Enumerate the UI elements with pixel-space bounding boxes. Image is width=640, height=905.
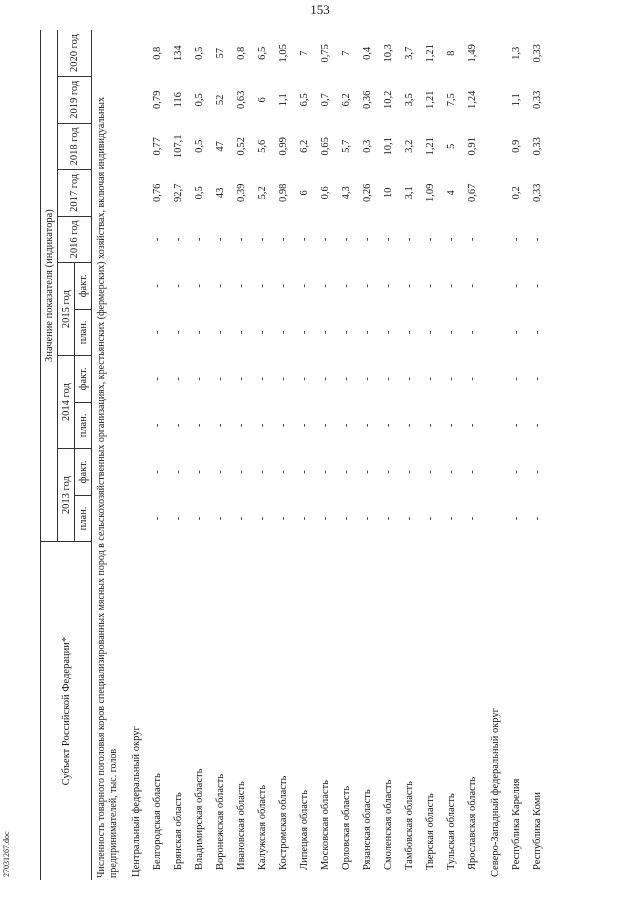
value-cell: - (194, 284, 205, 288)
value-cell: - (425, 470, 436, 474)
value-cell: 4 (446, 190, 457, 196)
value-cell: - (173, 516, 184, 521)
value-cell: 8 (446, 50, 457, 56)
value-cell: 10,3 (383, 44, 394, 63)
value-cell: 134 (173, 45, 184, 62)
value-cell: - (446, 423, 457, 428)
value-cell: - (425, 516, 436, 521)
value-cell: 1,49 (467, 44, 478, 63)
value-cell: - (404, 377, 415, 381)
value-cell: 0,9 (511, 139, 522, 153)
value-cell: - (404, 330, 415, 335)
value-cell: - (404, 423, 415, 428)
value-cell: - (215, 516, 226, 521)
value-cell: - (299, 423, 310, 428)
value-cell: - (152, 423, 163, 428)
region-name: Воронежская область (215, 773, 226, 870)
value-cell: - (425, 330, 436, 335)
district-row (124, 30, 147, 880)
value-cell: - (341, 516, 352, 521)
fact-header: факт. (75, 449, 92, 496)
table-row (147, 30, 168, 880)
value-cell: - (341, 284, 352, 288)
value-cell: 6,5 (299, 93, 310, 107)
value-cell: - (278, 284, 289, 288)
value-cell: 107,1 (173, 134, 184, 159)
value-cell: - (425, 284, 436, 288)
value-cell: 0,79 (152, 90, 163, 109)
value-cell: - (236, 423, 247, 428)
region-name: Белгородская область (152, 773, 163, 870)
value-cell: - (152, 377, 163, 381)
value-cell: - (425, 237, 436, 242)
table-body (92, 30, 549, 880)
value-cell: 3,7 (404, 46, 415, 60)
value-cell: - (257, 284, 268, 288)
value-cell: - (362, 237, 373, 242)
value-cell: 0,98 (278, 183, 289, 203)
value-cell: 52 (215, 94, 226, 106)
value-cell: - (152, 330, 163, 335)
value-cell: - (446, 237, 457, 242)
value-cell: - (446, 284, 457, 288)
value-cell: - (341, 237, 352, 242)
district-name: Центральный федеральный округ (131, 726, 142, 877)
value-cell: - (511, 470, 522, 474)
subject-column-header: Субъект Российской Федерации* (41, 542, 92, 880)
value-cell: - (362, 516, 373, 521)
fact-header: факт. (75, 263, 92, 310)
table-row (336, 30, 357, 880)
value-cell: - (404, 470, 415, 474)
value-cell: - (383, 377, 394, 381)
value-cell: - (341, 330, 352, 335)
value-group-header: Значение показателя (индикатора) (41, 30, 58, 542)
value-cell: - (194, 423, 205, 428)
value-cell: 116 (173, 92, 184, 108)
value-cell: - (236, 237, 247, 242)
value-cell: - (194, 237, 205, 242)
value-cell: - (299, 470, 310, 474)
value-cell: - (215, 377, 226, 381)
value-cell: - (173, 284, 184, 288)
value-cell: - (467, 237, 478, 242)
value-cell: - (383, 330, 394, 335)
region-name: Ивановская область (236, 781, 247, 870)
table-row (462, 30, 483, 880)
value-cell: - (511, 423, 522, 428)
value-cell: 0,5 (194, 186, 205, 200)
value-cell: 0,6 (320, 186, 331, 200)
value-cell: 0,26 (362, 183, 373, 203)
value-cell: 0,67 (467, 183, 478, 203)
value-cell: - (341, 470, 352, 474)
year-header-2013: 2013 год (58, 449, 75, 542)
value-cell: - (532, 330, 543, 335)
footer-document-code: 27031267.doc (2, 831, 11, 877)
value-cell: - (467, 377, 478, 381)
value-cell: 7 (299, 50, 310, 56)
value-cell: 0,8 (236, 46, 247, 60)
value-cell: 6,2 (299, 139, 310, 153)
value-cell: 0,5 (194, 93, 205, 107)
plan-header: план. (75, 402, 92, 449)
indicator-row (92, 30, 125, 880)
value-cell: 0,7 (320, 93, 331, 107)
value-cell: - (236, 330, 247, 335)
value-cell: - (383, 516, 394, 521)
value-cell: 3,1 (404, 186, 415, 200)
value-cell: 43 (215, 187, 226, 199)
value-cell: - (467, 330, 478, 335)
district-row (483, 30, 506, 880)
value-cell: - (341, 377, 352, 381)
value-cell: - (320, 330, 331, 335)
value-cell: - (467, 284, 478, 288)
table-row (420, 30, 441, 880)
value-cell: 10,2 (383, 90, 394, 109)
value-cell: 0,5 (194, 46, 205, 60)
value-cell: - (152, 470, 163, 474)
table-row (506, 30, 527, 880)
value-cell: 0,52 (236, 137, 247, 156)
value-cell: - (152, 237, 163, 242)
plan-header: план. (75, 495, 92, 542)
value-cell: 0,5 (194, 139, 205, 153)
year-header-2016: 2016 год (58, 216, 92, 263)
value-cell: - (532, 284, 543, 288)
value-cell: - (362, 284, 373, 288)
value-cell: - (511, 330, 522, 335)
value-cell: 1,1 (511, 93, 522, 107)
value-cell: 0,3 (362, 139, 373, 153)
value-cell: 10 (383, 187, 394, 199)
value-cell: - (467, 470, 478, 474)
value-cell: - (446, 377, 457, 381)
value-cell: - (215, 423, 226, 428)
value-cell: 6,2 (341, 93, 352, 107)
value-cell: - (404, 237, 415, 242)
value-cell: - (194, 330, 205, 335)
table-row (231, 30, 252, 880)
value-cell: - (511, 284, 522, 288)
value-cell: 47 (215, 141, 226, 152)
region-name: Рязанская область (362, 789, 373, 870)
table-row (378, 30, 399, 880)
table-row (315, 30, 336, 880)
value-cell: - (383, 284, 394, 288)
value-cell: - (467, 516, 478, 521)
region-name: Республика Коми (532, 792, 543, 870)
value-cell: 0,65 (320, 137, 331, 156)
value-cell: - (257, 516, 268, 521)
value-cell: 5 (446, 143, 457, 149)
value-cell: - (383, 423, 394, 428)
page-number: 153 (310, 2, 330, 17)
value-cell: 0,2 (511, 186, 522, 200)
value-cell: 92,7 (173, 183, 184, 203)
value-cell: 1,09 (425, 183, 436, 203)
value-cell: - (532, 423, 543, 428)
value-cell: - (215, 284, 226, 288)
value-cell: 4,3 (341, 186, 352, 200)
table-row (357, 30, 378, 880)
value-cell: 1,3 (511, 46, 522, 60)
value-cell: - (278, 330, 289, 335)
value-cell: - (446, 330, 457, 335)
region-name: Республика Карелия (511, 778, 522, 870)
value-cell: 0,76 (152, 183, 163, 203)
value-cell: 0,33 (532, 183, 543, 203)
value-cell: - (299, 516, 310, 521)
table-row (189, 30, 210, 880)
value-cell: 0,36 (362, 90, 373, 109)
value-cell: 5,7 (341, 139, 352, 153)
value-cell: - (278, 423, 289, 428)
value-cell: - (152, 284, 163, 288)
year-header-2019: 2019 год (58, 77, 92, 124)
value-cell: - (236, 516, 247, 521)
value-cell: - (446, 470, 457, 474)
value-cell: - (532, 516, 543, 521)
value-cell: - (215, 470, 226, 474)
region-name: Орловская область (341, 785, 352, 870)
table-row (399, 30, 420, 880)
value-cell: - (236, 284, 247, 288)
value-cell: - (278, 237, 289, 242)
value-cell: - (404, 284, 415, 288)
value-cell: - (362, 330, 373, 335)
value-cell: 7,5 (446, 93, 457, 107)
value-cell: - (532, 377, 543, 381)
value-cell: - (320, 470, 331, 474)
value-cell: - (215, 237, 226, 242)
value-cell: - (425, 377, 436, 381)
value-cell: - (194, 470, 205, 474)
value-cell: 1,21 (425, 137, 436, 156)
value-cell: - (362, 423, 373, 428)
value-cell: - (320, 423, 331, 428)
value-cell: 0,33 (532, 90, 543, 109)
value-cell: - (383, 470, 394, 474)
indicator-table (40, 30, 548, 880)
value-cell: 0,39 (236, 183, 247, 203)
year-header-2017: 2017 год (58, 170, 92, 217)
value-cell: 5,2 (257, 186, 268, 200)
value-cell: 0,77 (152, 137, 163, 156)
region-name: Липецкая область (299, 790, 310, 870)
value-cell: - (446, 516, 457, 521)
table-row (168, 30, 189, 880)
value-cell: 1,21 (425, 44, 436, 63)
rotated-table-container (40, 30, 620, 880)
value-cell: - (278, 377, 289, 381)
value-cell: - (257, 237, 268, 242)
value-cell: - (467, 423, 478, 428)
value-cell: 0,99 (278, 137, 289, 156)
value-cell: 6 (257, 97, 268, 103)
year-header-2014: 2014 год (58, 356, 75, 449)
value-cell: - (173, 377, 184, 381)
value-cell: 3,2 (404, 139, 415, 153)
value-cell: - (299, 377, 310, 381)
table-row (273, 30, 294, 880)
value-cell: - (236, 470, 247, 474)
indicator-caption: Численность товарного поголовья коров специализированных мясных пород в сельскохозяйственных организациях, крестьянских (фермерских) хозяйствах, включая индивидуальных предпринимателей, тыс. голов (96, 96, 119, 878)
plan-header: план. (75, 309, 92, 356)
value-cell: 1,1 (278, 93, 289, 107)
value-cell: - (341, 423, 352, 428)
value-cell: - (425, 423, 436, 428)
region-name: Ярославская область (467, 776, 478, 870)
value-cell: - (173, 237, 184, 242)
value-cell: 6 (299, 190, 310, 196)
value-cell: 0,33 (532, 137, 543, 156)
value-cell: - (257, 423, 268, 428)
value-cell: 10,1 (383, 137, 394, 156)
region-name: Калужская область (257, 784, 268, 870)
value-cell: - (173, 423, 184, 428)
value-cell: 0,33 (532, 44, 543, 63)
value-cell: - (152, 516, 163, 521)
district-name: Северо-Западный федеральный округ (490, 708, 501, 877)
table-row (252, 30, 273, 880)
value-cell: 5,6 (257, 139, 268, 153)
table-header (41, 30, 92, 880)
value-cell: 6,5 (257, 46, 268, 60)
table-row (294, 30, 315, 880)
value-cell: 0,91 (467, 137, 478, 156)
value-cell: - (257, 470, 268, 474)
value-cell: - (278, 470, 289, 474)
value-cell: - (320, 516, 331, 521)
region-name: Московская область (320, 780, 331, 870)
value-cell: - (362, 377, 373, 381)
value-cell: - (320, 284, 331, 288)
table-row (527, 30, 548, 880)
table-row (441, 30, 462, 880)
value-cell: - (215, 330, 226, 335)
value-cell: 0,75 (320, 44, 331, 63)
region-name: Смоленская область (383, 779, 394, 870)
year-header-2020: 2020 год (58, 30, 92, 77)
value-cell: - (173, 470, 184, 474)
region-name: Брянская область (173, 792, 184, 870)
value-cell: - (383, 237, 394, 242)
value-cell: - (299, 330, 310, 335)
value-cell: - (362, 470, 373, 474)
value-cell: 3,5 (404, 93, 415, 107)
value-cell: - (257, 377, 268, 381)
region-name: Тульская область (446, 793, 457, 870)
value-cell: 7 (341, 50, 352, 56)
value-cell: - (532, 237, 543, 242)
value-cell: 1,24 (467, 90, 478, 109)
region-name: Тверская область (425, 793, 436, 870)
value-cell: - (194, 516, 205, 521)
year-header-2015: 2015 год (58, 263, 75, 356)
value-cell: 0,8 (152, 46, 163, 60)
value-cell: 0,63 (236, 90, 247, 109)
value-cell: - (404, 516, 415, 521)
value-cell: 1,21 (425, 90, 436, 109)
year-header-2018: 2018 год (58, 123, 92, 170)
value-cell: - (257, 330, 268, 335)
region-name: Костромская область (278, 775, 289, 870)
table-row (210, 30, 231, 880)
value-cell: 57 (215, 48, 226, 59)
value-cell: - (299, 284, 310, 288)
value-cell: 0,4 (362, 46, 373, 60)
value-cell: - (236, 377, 247, 381)
value-cell: - (194, 377, 205, 381)
value-cell: 1,05 (278, 44, 289, 63)
fact-header: факт. (75, 356, 92, 403)
value-cell: - (173, 330, 184, 335)
value-cell: - (532, 470, 543, 474)
value-cell: - (299, 237, 310, 242)
region-name: Владимирская область (194, 768, 205, 870)
value-cell: - (320, 377, 331, 381)
value-cell: - (511, 377, 522, 381)
value-cell: - (511, 516, 522, 521)
value-cell: - (511, 237, 522, 242)
value-cell: - (320, 237, 331, 242)
value-cell: - (278, 516, 289, 521)
region-name: Тамбовская область (404, 781, 415, 870)
